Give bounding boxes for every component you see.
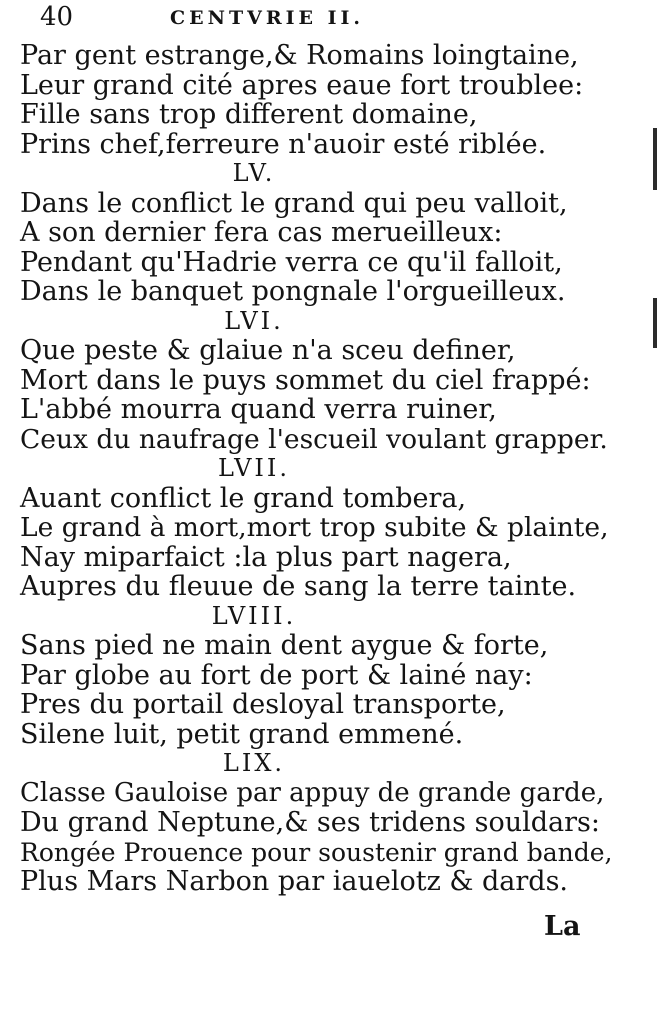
page-edge-shadow <box>653 298 657 348</box>
running-title: CENTVRIE II. <box>170 7 365 29</box>
verse-line: Sans pied ne main dent aygue & forte, <box>20 630 549 661</box>
verse-line: Classe Gauloise par appuy de grande garde, <box>20 777 605 808</box>
verse-line: Dans le conflict le grand qui peu valloit, <box>20 187 568 219</box>
verse-line: Du grand Neptune,& ses tridens souldars: <box>20 807 600 838</box>
verse-line: Silene luit, petit grand emmené. <box>20 718 464 750</box>
verse-line: Par globe au fort de port & lainé nay: <box>20 659 533 691</box>
page-number: 40 <box>40 2 74 32</box>
quatrain-heading: LV. <box>232 159 276 187</box>
verse-line: Pendant qu'Hadrie verra ce qu'il falloit, <box>20 246 563 278</box>
verse-line: Fille sans trop different domaine, <box>20 99 478 130</box>
verse-line: Rongée Prouence pour soustenir grand bande, <box>20 837 613 867</box>
verse-line: Ceux du naufrage l'escueil voulant grapper. <box>20 423 608 455</box>
page-edge-shadow <box>653 128 657 190</box>
quatrain-heading: LVI. <box>224 306 284 335</box>
verse-line: Prins chef,ferreure n'auoir esté riblée. <box>20 128 547 160</box>
verse-line: Dans le banquet pongnale l'orgueilleux. <box>20 276 566 307</box>
verse-line: Aupres du fleuue de sang la terre tainte. <box>20 571 577 602</box>
verse-line: Auant conflict le grand tombera, <box>20 482 467 514</box>
verse-line: Plus Mars Narbon par iauelotz & dards. <box>20 866 569 897</box>
page-header <box>40 2 600 32</box>
verse-line: Par gent estrange,& Romains loingtaine, <box>20 40 579 71</box>
verse-line: Leur grand cité apres eaue fort troublee: <box>20 69 584 101</box>
verse-text <box>14 40 613 897</box>
quatrain-heading: LIX. <box>222 749 286 777</box>
verse-line: Pres du portail desloyal transporte, <box>20 689 506 720</box>
quatrain-heading: LVII. <box>217 454 290 482</box>
verse-line: Mort dans le puys sommet du ciel frappé: <box>20 364 591 396</box>
verse-line: A son dernier fera cas merueilleux: <box>20 217 503 248</box>
verse-line: Le grand à mort,mort trop subite & plainte, <box>20 512 609 543</box>
verse-line: Nay miparfaict :la plus part nagera, <box>20 541 512 573</box>
catchword: La <box>544 911 581 942</box>
quatrain-heading: LVIII. <box>211 601 297 630</box>
verse-line: Que peste & glaiue n'a sceu definer, <box>20 335 516 366</box>
verse-line: L'abbé mourra quand verra ruiner, <box>20 394 497 425</box>
